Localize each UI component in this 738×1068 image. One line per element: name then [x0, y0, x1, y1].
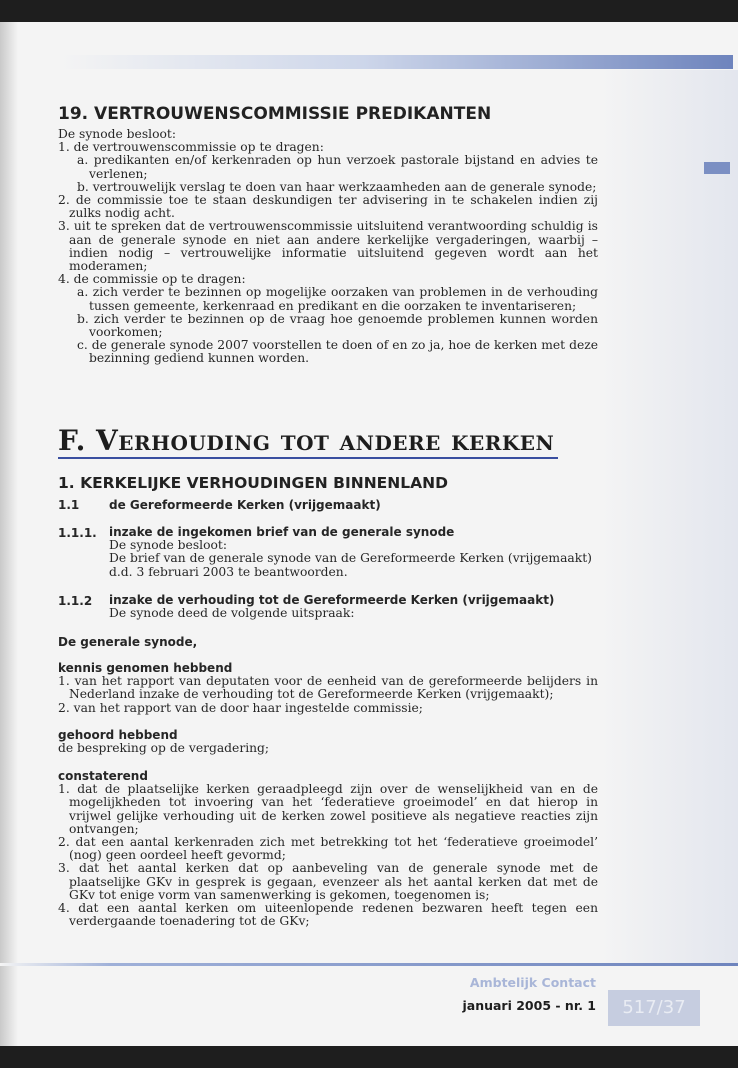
section-intro: De synode besloot:	[58, 127, 176, 141]
block-label: constaterend	[58, 769, 148, 783]
list-item: 2. dat een aantal kerkenraden zich met betrekking tot het ‘federatieve groeimodel’ (nog) geen oordeel heeft gevormd;	[58, 835, 598, 863]
publication-name: Ambtelijk Contact	[469, 975, 596, 990]
uitspraak-opening	[58, 636, 598, 649]
scan-bottom-edge	[0, 1046, 738, 1068]
list-item: 2. de commissie toe te staan deskundigen ter advisering in te schakelen indien zij zulks nodig acht.	[58, 193, 598, 221]
paragraph: De synode besloot:	[109, 538, 227, 553]
subsection-1-1-2	[109, 594, 599, 620]
part-title: F. Verhouding tot andere kerken	[58, 424, 555, 457]
list-item: c. de generale synode 2007 voorstellen te doen of en zo ja, hoe de kerken met deze bezinning gediend kunnen worden.	[77, 338, 598, 366]
constaterend-block	[58, 770, 598, 928]
opening-line: De generale synode,	[58, 635, 198, 649]
list-item: 4. de commissie op te dragen:	[58, 272, 246, 287]
block-label: kennis genomen hebbend	[58, 661, 233, 675]
kennis-block	[58, 662, 598, 715]
issue-info: januari 2005 - nr. 1	[462, 998, 596, 1013]
section-title: 19. VERTROUWENSCOMMISSIE PREDIKANTEN	[58, 104, 492, 124]
part-title-rule	[58, 457, 558, 459]
subsection-number: 1.1	[58, 498, 80, 512]
list-item: 1. van het rapport van deputaten voor de eenheid van de gereformeerde belijders in Nederland inzake de verhouding tot de Gereformeerde Kerken (vrijgemaakt);	[58, 674, 598, 702]
chapter-heading: 1. KERKELIJKE VERHOUDINGEN BINNENLAND	[58, 474, 448, 492]
paragraph: de bespreking op de vergadering;	[58, 741, 270, 756]
block-label: gehoord hebbend	[58, 728, 178, 742]
list-item: b. zich verder te bezinnen op de vraag hoe genoemde problemen kunnen worden voorkomen;	[77, 311, 598, 340]
side-color-band	[600, 70, 738, 965]
subsection-number: 1.1.1.	[58, 526, 97, 540]
list-item: 2. van het rapport van de door haar ingestelde commissie;	[58, 700, 423, 715]
section-19-body	[58, 128, 598, 366]
list-item: 4. dat een aantal kerken om uiteenlopende redenen bezwaren heeft tegen een verdergaande toenadering tot de GKv;	[58, 901, 598, 929]
list-item: 1. de vertrouwenscommissie op te dragen:	[58, 140, 324, 155]
list-item: 1. dat de plaatselijke kerken geraadpleegd zijn over de wenselijkheid van en de mogelijkheden tot invoering van het ‘federatieve groeimodel’ en dat hierop in vrijwel gelijke verhouding uit de kerken zowel positieve als negatieve reacties zijn ontvangen;	[58, 782, 598, 836]
scan-top-edge	[0, 0, 738, 22]
gehoord-block	[58, 729, 598, 755]
page-number: 517/37	[608, 990, 700, 1026]
subsection-number: 1.1.2	[58, 594, 93, 608]
subsection-title: inzake de ingekomen brief van de generale synode	[109, 525, 455, 539]
footer-rule	[0, 963, 738, 966]
list-item: 3. uit te spreken dat de vertrouwenscommissie uitsluitend verantwoording schuldig is aan de generale synode en niet aan andere kerkelijke vergaderingen, waarbij – indien nodig – vertrouwelijke informatie uitsluitend gegeven wordt aan het moderamen;	[58, 219, 598, 274]
subsection-title: de Gereformeerde Kerken (vrijgemaakt)	[109, 498, 381, 512]
list-item: a. zich verder te bezinnen op mogelijke oorzaken van problemen in de verhouding tussen gemeente, kerkenraad en predikant en die oorzaken te inventariseren;	[77, 285, 598, 313]
side-tab-marker	[704, 162, 730, 174]
list-item: b. vertrouwelijk verslag te doen van haar werkzaamheden aan de generale synode;	[77, 179, 597, 194]
subsection-title: inzake de verhouding tot de Gereformeerde Kerken (vrijgemaakt)	[109, 593, 555, 607]
paragraph: De synode deed de volgende uitspraak:	[109, 606, 355, 621]
binding-shadow	[0, 22, 18, 1046]
header-color-band	[60, 55, 733, 69]
paragraph: De brief van de generale synode van de Gereformeerde Kerken (vrijgemaakt) d.d. 3 februari 2003 te beantwoorden.	[109, 551, 592, 579]
list-item: 3. dat het aantal kerken dat op aanbeveling van de generale synode met de plaatselijke GKv in gesprek is gegaan, evenzeer als het aantal kerken dat met de GKv tot enige vorm van samenwerking is gekomen, toegenomen is;	[58, 861, 598, 902]
list-item: a. predikanten en/of kerkenraden op hun verzoek pastorale bijstand en advies te verlenen;	[77, 153, 598, 181]
subsection-1-1-1	[109, 526, 599, 579]
